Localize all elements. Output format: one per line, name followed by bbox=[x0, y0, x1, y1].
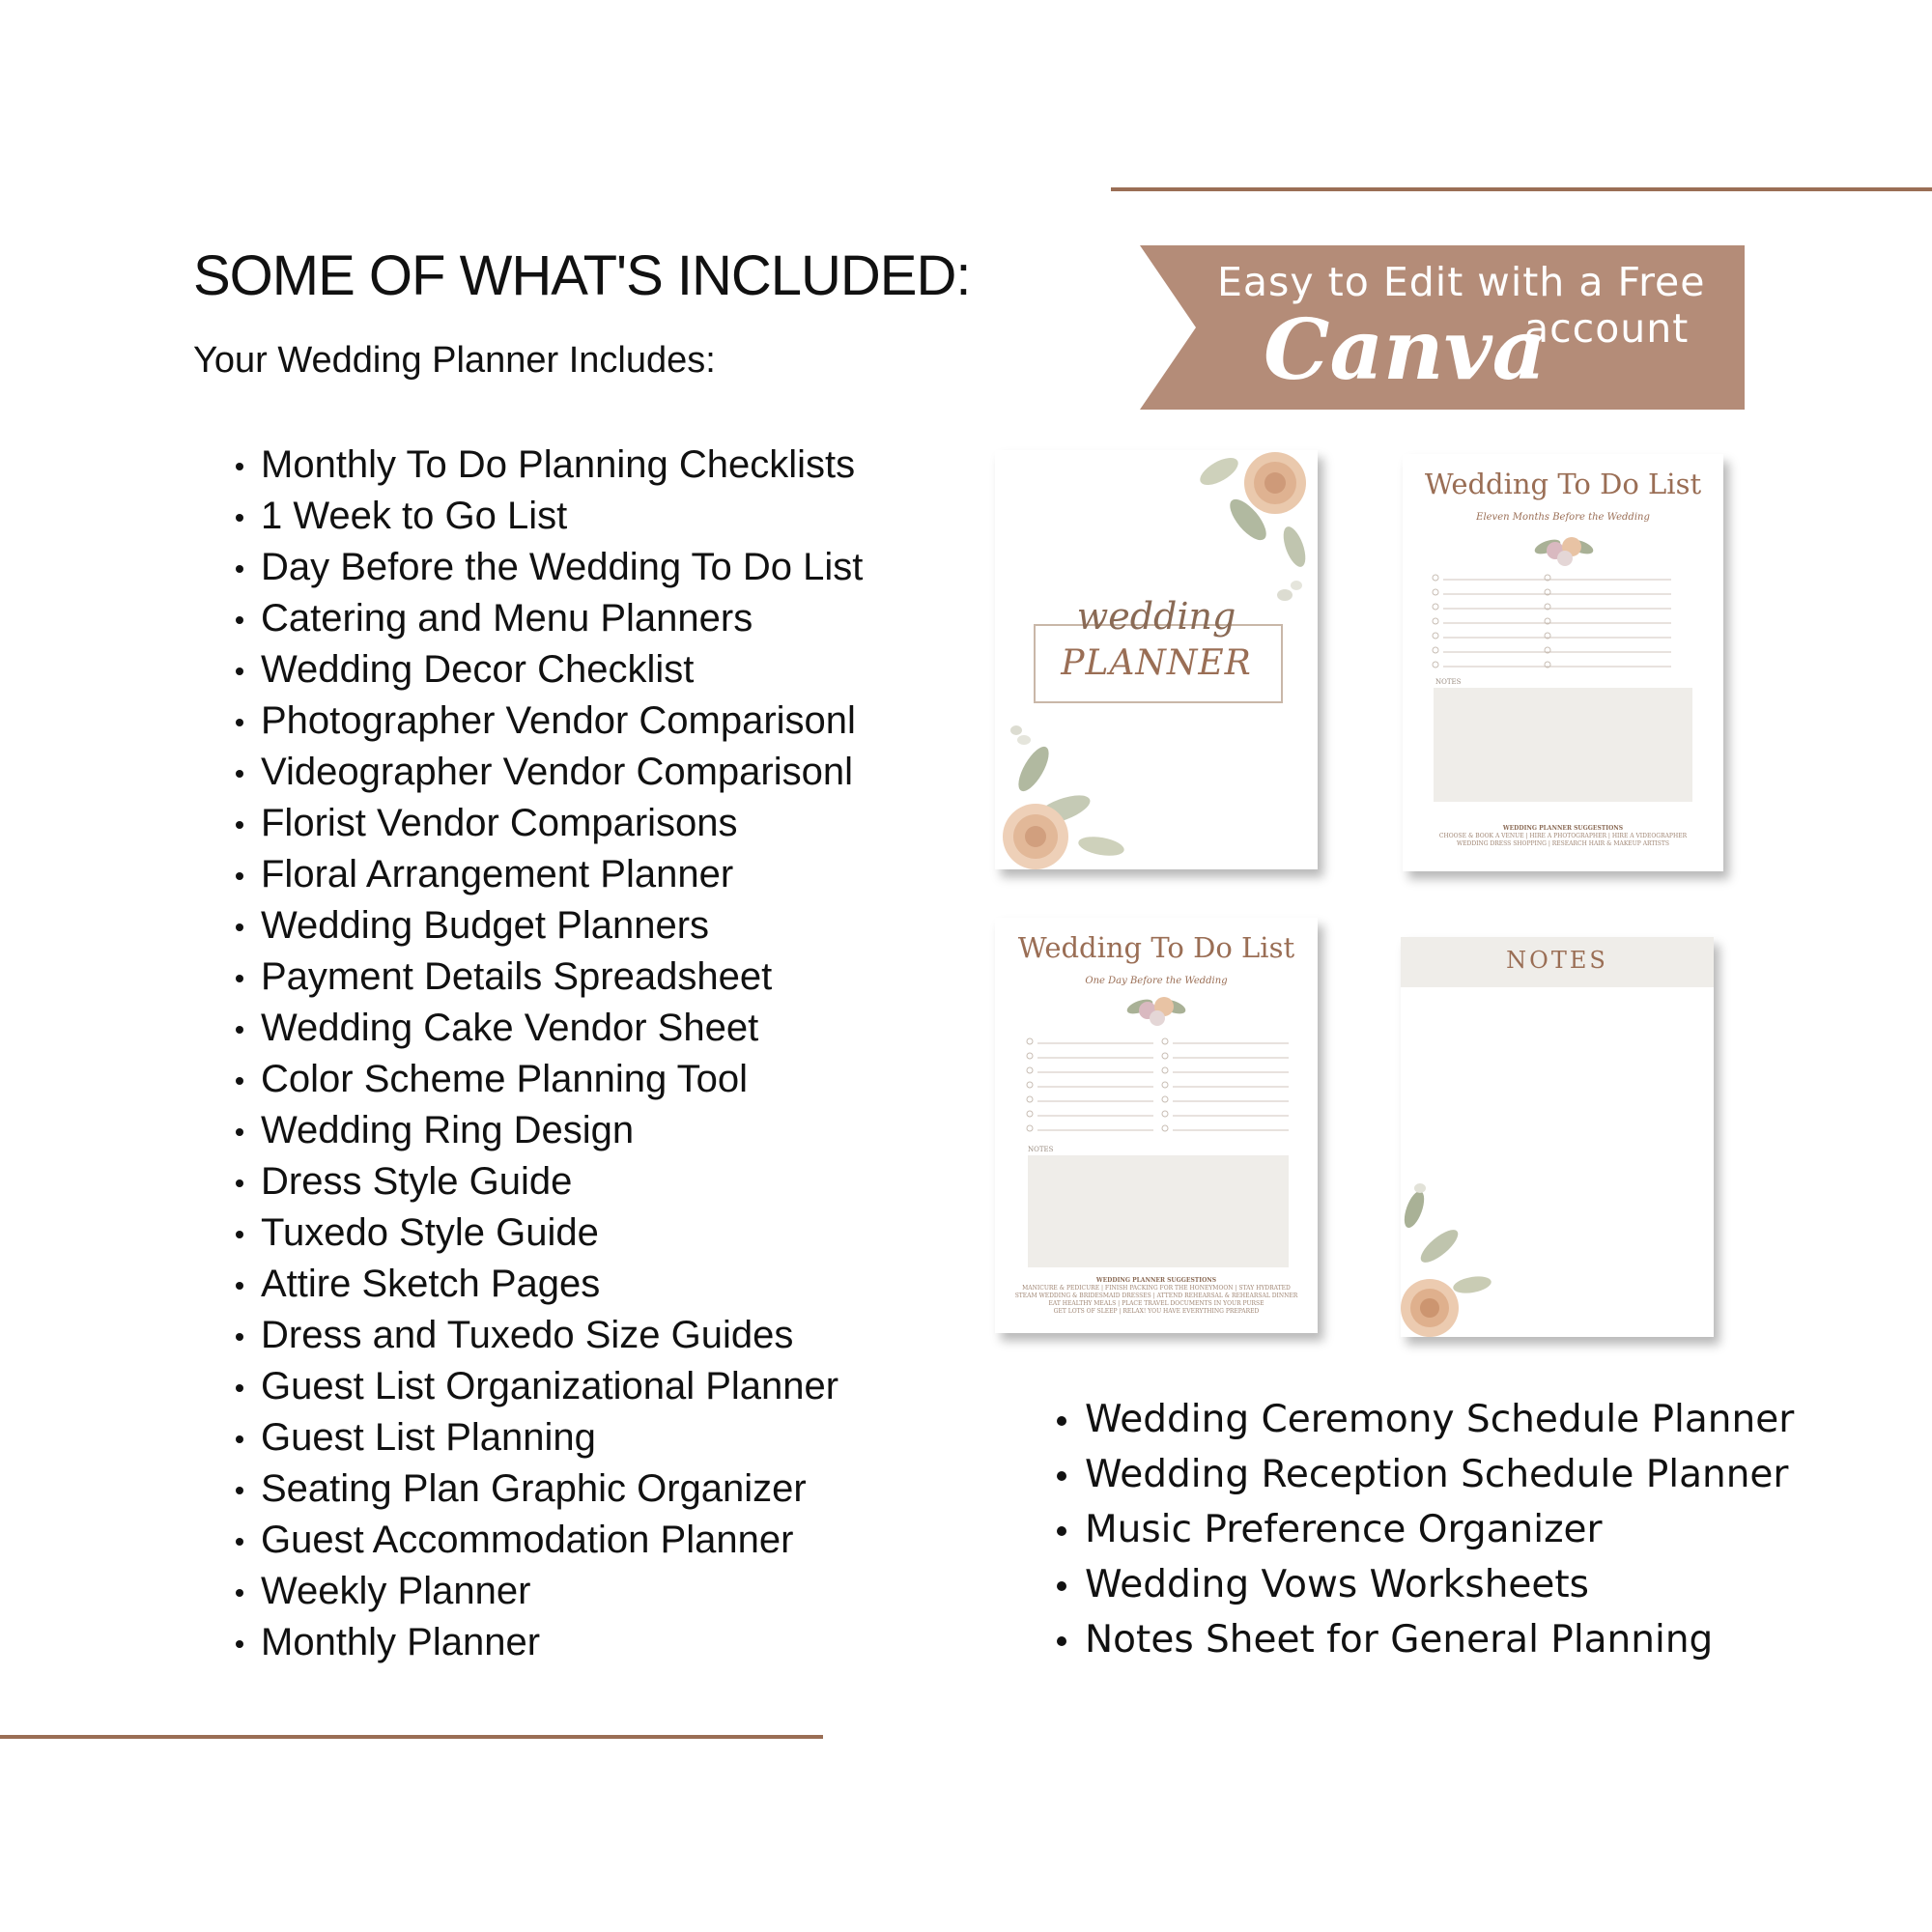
suggestions-title: WEDDING PLANNER SUGGESTIONS bbox=[1095, 1277, 1217, 1284]
suggestions-line: STEAM WEDDING & BRIDESMAID DRESSES | ATTEND REHEARSAL & REHEARSAL DINNER bbox=[1014, 1293, 1298, 1299]
checkbox-circle bbox=[1027, 1111, 1033, 1117]
todo-list-preview-eleven-months bbox=[1403, 454, 1723, 871]
checkbox-circle bbox=[1027, 1125, 1033, 1131]
cover-title-main: PLANNER bbox=[1061, 643, 1252, 683]
canva-logo: Canva bbox=[1264, 301, 1547, 399]
todo-subtitle: Eleven Months Before the Wedding bbox=[1476, 512, 1650, 523]
checkbox-circle bbox=[1433, 633, 1438, 639]
additional-item: Wedding Vows Worksheets bbox=[1085, 1557, 1794, 1612]
checkbox-circle bbox=[1162, 1067, 1168, 1073]
included-item: Dress and Tuxedo Size Guides bbox=[261, 1310, 863, 1361]
included-item: Payment Details Spreadsheet bbox=[261, 952, 863, 1003]
suggestions-footer bbox=[1403, 825, 1723, 848]
banner-text-line1: Easy to Edit with a Free bbox=[1217, 259, 1706, 305]
checklist-lines bbox=[995, 918, 1318, 1333]
included-item: 1 Week to Go List bbox=[261, 491, 863, 542]
notes-label: NOTES bbox=[1028, 1146, 1054, 1153]
included-item: Attire Sketch Pages bbox=[261, 1259, 863, 1310]
included-item: Florist Vendor Comparisons bbox=[261, 798, 863, 849]
checkbox-circle bbox=[1027, 1082, 1033, 1088]
cover-title-script: wedding bbox=[1076, 595, 1236, 638]
checkbox-circle bbox=[1027, 1038, 1033, 1044]
checkbox-circle bbox=[1433, 604, 1438, 610]
suggestions-title: WEDDING PLANNER SUGGESTIONS bbox=[1502, 825, 1624, 832]
page-subtitle: Your Wedding Planner Includes: bbox=[193, 340, 716, 381]
additional-item: Wedding Ceremony Schedule Planner bbox=[1085, 1392, 1794, 1447]
included-item: Day Before the Wedding To Do List bbox=[261, 542, 863, 593]
included-item: Wedding Decor Checklist bbox=[261, 644, 863, 696]
additional-item: Wedding Reception Schedule Planner bbox=[1085, 1447, 1794, 1502]
checkbox-circle bbox=[1027, 1053, 1033, 1059]
suggestions-line: EAT HEALTHY MEALS | PLACE TRAVEL DOCUMENTS IN YOUR PURSE bbox=[1048, 1300, 1264, 1307]
included-item: Floral Arrangement Planner bbox=[261, 849, 863, 900]
suggestions-line: MANICURE & PEDICURE | FINISH PACKING FOR THE HONEYMOON | STAY HYDRATED bbox=[1022, 1285, 1291, 1292]
suggestions-line: CHOOSE & BOOK A VENUE | HIRE A PHOTOGRAPHER | HIRE A VIDEOGRAPHER bbox=[1438, 833, 1688, 839]
checkbox-circle bbox=[1162, 1111, 1168, 1117]
included-item: Guest List Organizational Planner bbox=[261, 1361, 863, 1412]
included-item: Wedding Budget Planners bbox=[261, 900, 863, 952]
checkbox-circle bbox=[1162, 1082, 1168, 1088]
top-divider-line bbox=[1111, 187, 1932, 191]
checkbox-circle bbox=[1162, 1053, 1168, 1059]
notes-title: NOTES bbox=[1506, 947, 1608, 974]
todo-title: Wedding To Do List bbox=[1017, 931, 1295, 964]
included-item: Catering and Menu Planners bbox=[261, 593, 863, 644]
checkbox-circle bbox=[1433, 589, 1438, 595]
canva-edit-banner bbox=[1140, 245, 1745, 410]
notes-page-preview bbox=[1401, 937, 1714, 1337]
checkbox-circle bbox=[1433, 662, 1438, 668]
included-item: Guest Accommodation Planner bbox=[261, 1515, 863, 1566]
suggestions-line: GET LOTS OF SLEEP | RELAX! YOU HAVE EVERYTHING PREPARED bbox=[1053, 1308, 1260, 1315]
suggestions-footer bbox=[995, 1277, 1318, 1316]
included-item: Dress Style Guide bbox=[261, 1156, 863, 1208]
page-title: SOME OF WHAT'S INCLUDED: bbox=[193, 244, 971, 307]
checkbox-circle bbox=[1433, 618, 1438, 624]
todo-list-preview-one-day bbox=[995, 918, 1318, 1333]
bottom-divider-line bbox=[0, 1735, 823, 1739]
checklist-lines bbox=[1403, 454, 1723, 871]
included-items-list bbox=[261, 440, 863, 1668]
checkbox-circle bbox=[1027, 1067, 1033, 1073]
planner-cover-preview bbox=[995, 450, 1318, 869]
todo-subtitle: One Day Before the Wedding bbox=[1085, 976, 1228, 986]
included-item: Color Scheme Planning Tool bbox=[261, 1054, 863, 1105]
included-item: Monthly To Do Planning Checklists bbox=[261, 440, 863, 491]
included-item: Wedding Cake Vendor Sheet bbox=[261, 1003, 863, 1054]
included-item: Photographer Vendor Comparisonl bbox=[261, 696, 863, 747]
banner-text-line2: account bbox=[1524, 305, 1690, 352]
checkbox-circle bbox=[1433, 575, 1438, 581]
checkbox-circle bbox=[1027, 1096, 1033, 1102]
checkbox-circle bbox=[1433, 647, 1438, 653]
notes-area bbox=[1434, 688, 1692, 802]
additional-item: Notes Sheet for General Planning bbox=[1085, 1612, 1794, 1667]
included-item: Weekly Planner bbox=[261, 1566, 863, 1617]
included-item: Videographer Vendor Comparisonl bbox=[261, 747, 863, 798]
suggestions-line: WEDDING DRESS SHOPPING | RESEARCH HAIR & MAKEUP ARTISTS bbox=[1456, 840, 1670, 847]
included-item: Tuxedo Style Guide bbox=[261, 1208, 863, 1259]
included-item: Seating Plan Graphic Organizer bbox=[261, 1463, 863, 1515]
checkbox-circle bbox=[1162, 1038, 1168, 1044]
checkbox-circle bbox=[1162, 1125, 1168, 1131]
checkbox-circle bbox=[1162, 1096, 1168, 1102]
notes-area bbox=[1028, 1155, 1289, 1267]
todo-title: Wedding To Do List bbox=[1424, 468, 1702, 500]
additional-items-list bbox=[1085, 1392, 1794, 1667]
included-item: Monthly Planner bbox=[261, 1617, 863, 1668]
included-item: Guest List Planning bbox=[261, 1412, 863, 1463]
notes-label: NOTES bbox=[1435, 678, 1462, 686]
additional-item: Music Preference Organizer bbox=[1085, 1502, 1794, 1557]
included-item: Wedding Ring Design bbox=[261, 1105, 863, 1156]
floral-decoration-icon bbox=[1401, 937, 1714, 1337]
